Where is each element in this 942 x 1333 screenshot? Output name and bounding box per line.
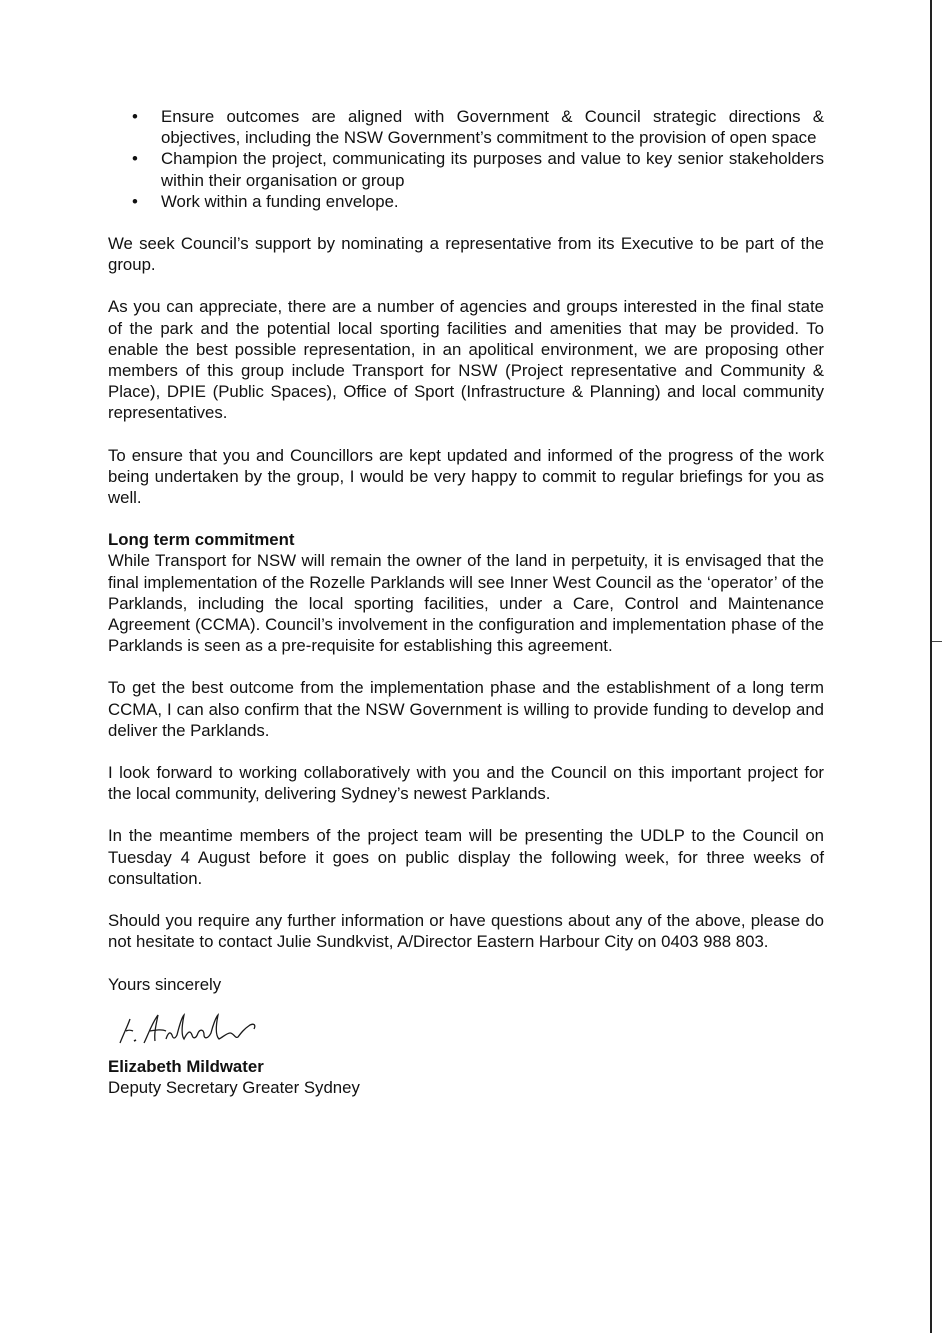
list-item: [108, 148, 824, 190]
section-long-term: [108, 529, 824, 656]
bullet-icon: •: [132, 107, 138, 126]
handwritten-signature: [114, 1009, 264, 1049]
closing-salutation: Yours sincerely: [108, 974, 222, 994]
page-edge-tick: [932, 641, 942, 642]
page-edge-line: [930, 0, 932, 1333]
paragraph-funding: To get the best outcome from the implementation phase and the establishment of a long term CCMA, I can also confirm that the NSW Government is willing to provide funding to develop and deliver the Parklands.: [108, 678, 824, 740]
list-item: [108, 191, 824, 212]
paragraph-collaboration: I look forward to working collaboratively with you and the Council on this important project for the local community, delivering Sydney’s newest Parklands.: [108, 763, 824, 804]
bullet-icon: •: [132, 149, 138, 169]
paragraph-briefings: To ensure that you and Councillors are kept updated and informed of the progress of the work being undertaken by the group, I would be very happy to commit to regular briefings for you as well.: [108, 445, 824, 508]
signatory-title: Deputy Secretary Greater Sydney: [108, 1078, 360, 1098]
letter-body: [108, 106, 824, 1098]
paragraph-udlp: In the meantime members of the project team will be presenting the UDLP to the Council on Tuesday 4 August before it goes on public display the following week, for three weeks of consultation.: [108, 826, 824, 888]
bullet-text: Champion the project, communicating its purposes and value to key senior stakeholders within their organisation or group: [161, 149, 824, 190]
paragraph-agencies: As you can appreciate, there are a number of agencies and groups interested in the final state of the park and the potential local sporting facilities and amenities that may be provided. To enable the best possible representation, in an apolitical environment, we are proposing other members of this group include Transport for NSW (Project representative and Community & Place), DPIE (Public Spaces), Office of Sport (Infrastructure & Planning) and local community representatives.: [108, 297, 824, 423]
signatory-name: Elizabeth Mildwater: [108, 1056, 264, 1076]
section-heading: Long term commitment: [108, 530, 295, 550]
bullet-text: Work within a funding envelope.: [161, 191, 399, 211]
paragraph-council-support: We seek Council’s support by nominating a representative from its Executive to be part of the group.: [108, 234, 824, 275]
bullet-list: [108, 106, 824, 212]
paragraph-ownership: While Transport for NSW will remain the owner of the land in perpetuity, it is envisaged that the final implementation of the Rozelle Parklands will see Inner West Council as the ‘operator’ of the Parklands, including the local sporting facilities, under a Care, Control and Maintenance Agreement (CCMA). Council’s involvement in the configuration and implementation phase of the Parklands is seen as a pre-requisite for establishing this agreement.: [108, 551, 824, 656]
paragraph-contact: Should you require any further information or have questions about any of the above, please do not hesitate to contact Julie Sundkvist, A/Director Eastern Harbour City on 0403 988 803.: [108, 911, 824, 952]
bullet-icon: •: [132, 191, 138, 211]
list-item: [108, 106, 824, 148]
bullet-text: Ensure outcomes are aligned with Government & Council strategic directions & objectives, including the NSW Government’s commitment to the provision of open space: [161, 107, 824, 148]
